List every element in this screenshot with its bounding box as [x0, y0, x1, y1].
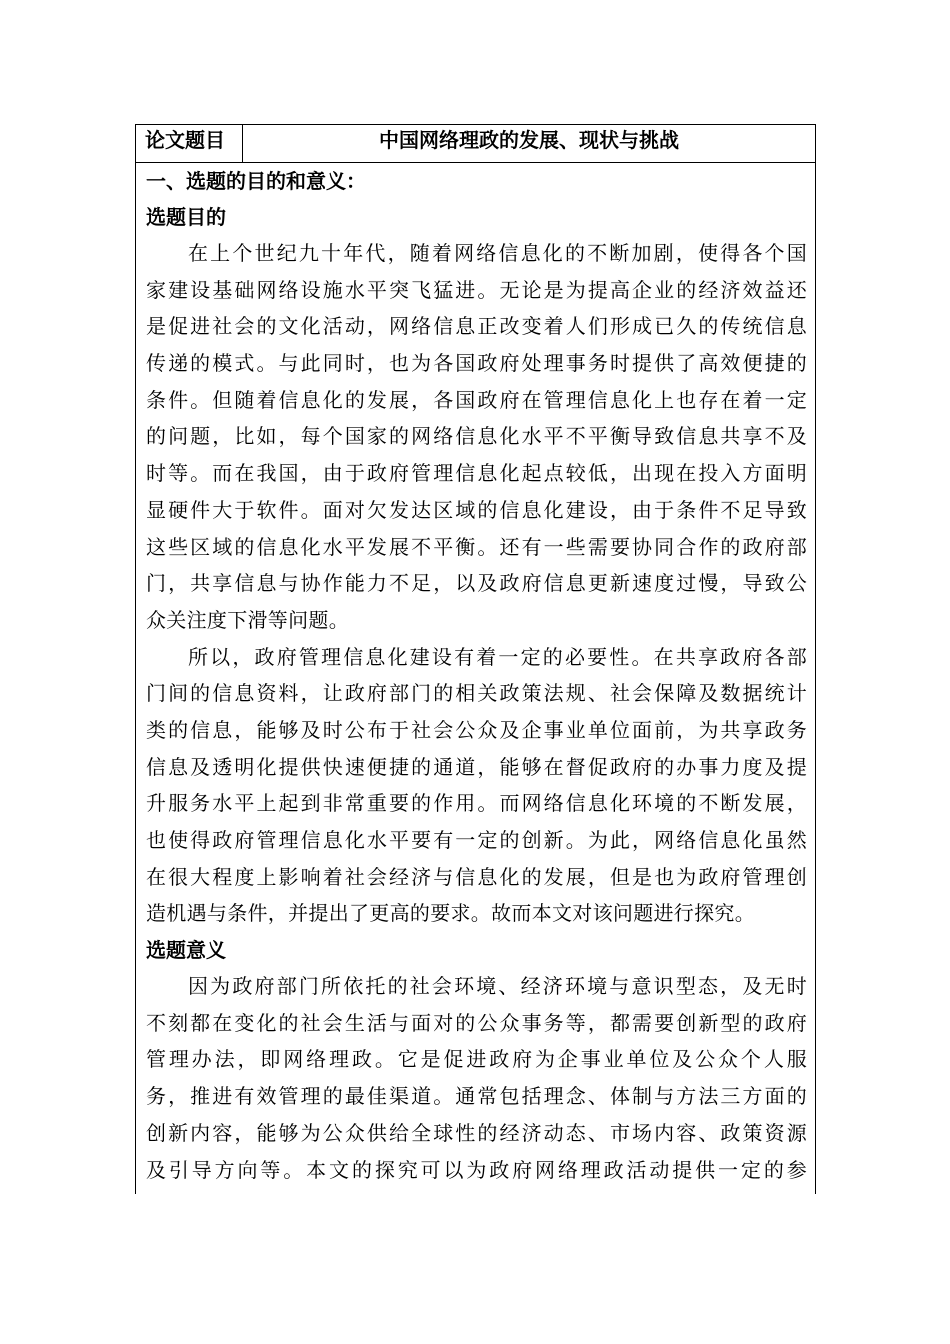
- paragraph-line: 传递的模式。与此同时，也为各国政府处理事务时提供了高效便捷的: [146, 351, 807, 376]
- purpose-heading: 选题目的: [146, 205, 226, 229]
- paragraph-line: 也使得政府管理信息化水平要有一定的创新。为此，网络信息化虽然: [146, 828, 807, 852]
- paragraph-line: 家建设基础网络设施水平突飞猛进。无论是为提高企业的经济效益还: [146, 277, 807, 302]
- significance-paragraph-1: [146, 968, 807, 1188]
- title-row: [136, 125, 815, 163]
- paragraph-line: 显硬件大于软件。面对欠发达区域的信息化建设，由于条件不足导致: [146, 497, 807, 522]
- paragraph-line: 创新内容，能够为公众供给全球性的经济动态、市场内容、政策资源: [146, 1120, 807, 1145]
- paragraph-line: 在上个世纪九十年代，随着网络信息化的不断加剧，使得各个国: [188, 241, 807, 265]
- paragraph-line: 门，共享信息与协作能力不足，以及政府信息更新速度过慢，导致公: [146, 571, 807, 596]
- paragraph-line: 的问题，比如，每个国家的网络信息化水平不平衡导致信息共享不及: [146, 424, 807, 449]
- paragraph-line: 这些区域的信息化水平发展不平衡。还有一些需要协同合作的政府部: [146, 534, 807, 559]
- paragraph-line: 在很大程度上影响着社会经济与信息化的发展，但是也为政府管理创: [146, 864, 807, 889]
- paragraph-line: 是促进社会的文化活动，网络信息正改变着人们形成已久的传统信息: [146, 314, 807, 339]
- paragraph-line: 所以，政府管理信息化建设有着一定的必要性。在共享政府各部: [188, 644, 807, 669]
- paragraph-line: 务，推进有效管理的最佳渠道。通常包括理念、体制与方法三方面的: [146, 1084, 807, 1109]
- paragraph-line: 门间的信息资料，让政府部门的相关政策法规、社会保障及数据统计: [146, 681, 807, 706]
- paragraph-line: 因为政府部门所依托的社会环境、经济环境与意识型态，及无时: [188, 974, 807, 999]
- paragraph-line: 升服务水平上起到非常重要的作用。而网络信息化环境的不断发展，: [146, 791, 807, 816]
- thesis-title-label: 论文题目: [136, 125, 243, 162]
- paragraph-line: 信息及透明化提供快速便捷的通道，能够在督促政府的办事力度及提: [146, 754, 807, 779]
- paragraph-line: 时等。而在我国，由于政府管理信息化起点较低，出现在投入方面明: [146, 461, 807, 486]
- purpose-paragraph-1: [146, 235, 807, 639]
- paragraph-line: 不刻都在变化的社会生活与面对的公众事务等，都需要创新型的政府: [146, 1010, 807, 1035]
- paragraph-line: 众关注度下滑等问题。: [146, 607, 349, 632]
- paragraph-line: 及引导方向等。本文的探究可以为政府网络理政活动提供一定的参: [146, 1157, 807, 1182]
- paragraph-line: 造机遇与条件，并提出了更高的要求。故而本文对该问题进行探究。: [146, 901, 755, 926]
- paragraph-line: 管理办法，即网络理政。它是促进政府为企事业单位及公众个人服: [146, 1047, 807, 1072]
- significance-heading: 选题意义: [146, 938, 226, 963]
- purpose-significance-cell: [136, 163, 815, 1188]
- purpose-paragraph-2: [146, 639, 807, 933]
- thesis-title-value: 中国网络理政的发展、现状与挑战: [379, 128, 679, 152]
- paragraph-line: 条件。但随着信息化的发展，各国政府在管理信息化上也存在着一定: [146, 387, 807, 412]
- proposal-form-table: [135, 124, 816, 1194]
- paragraph-line: 类的信息，能够及时公布于社会公众及企事业单位面前，为共享政务: [146, 717, 807, 742]
- section-heading: 一、选题的目的和意义：: [146, 169, 366, 193]
